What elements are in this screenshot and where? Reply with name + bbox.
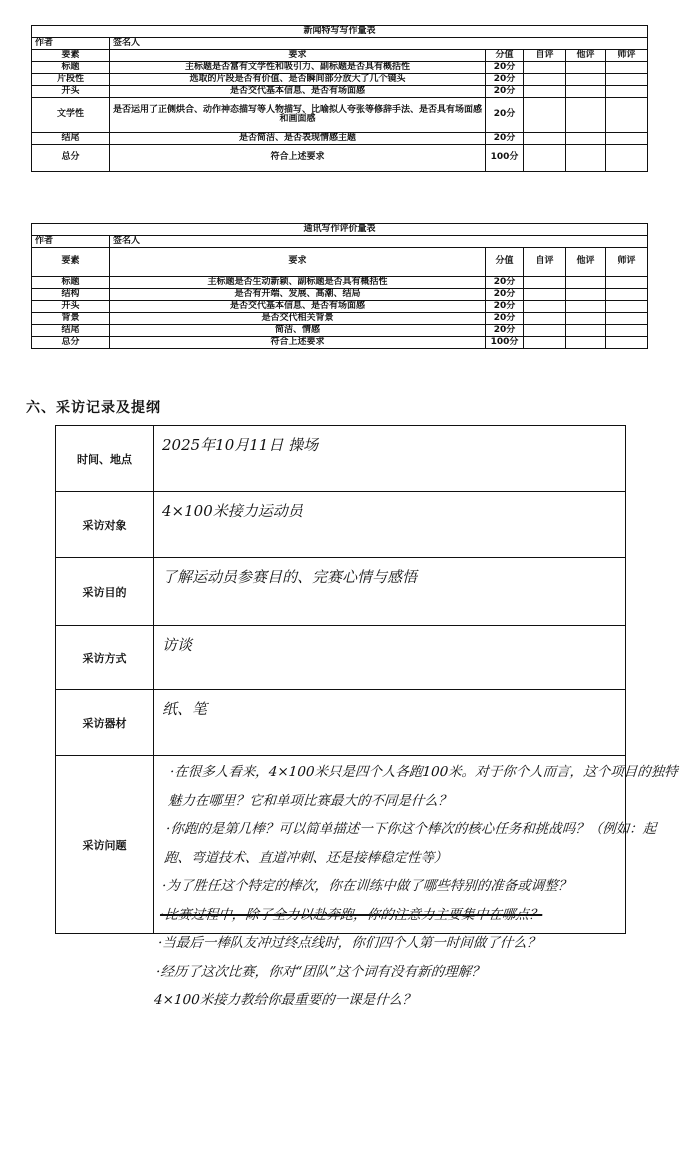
table-title: 新闻特写写作量表 bbox=[32, 26, 648, 38]
row-score: 20分 bbox=[486, 301, 524, 313]
row-element: 背景 bbox=[32, 313, 110, 325]
teacher-score-cell bbox=[606, 62, 648, 74]
question-item: ·比赛过程中，除了全力以赴奔跑，你的注意力主要集中在哪点？ bbox=[159, 906, 543, 923]
time-place-value: 2025年10月11日 操场 bbox=[154, 426, 626, 492]
interview-questions bbox=[153, 758, 686, 1015]
row-element: 结尾 bbox=[32, 133, 110, 145]
peer-score-cell bbox=[566, 313, 606, 325]
self-score-cell bbox=[524, 62, 566, 74]
question-item: ·当最后一棒队友冲过终点线时，你们四个人第一时间做了什么？ bbox=[157, 935, 541, 951]
row-score: 20分 bbox=[486, 313, 524, 325]
peer-score-cell bbox=[566, 325, 606, 337]
self-score-cell bbox=[524, 325, 566, 337]
self-score-cell bbox=[524, 313, 566, 325]
peer-score-cell bbox=[566, 86, 606, 98]
row-element: 开头 bbox=[32, 86, 110, 98]
question-item: ·为了胜任这个特定的棒次，你在训练中做了哪些特别的准备或调整？ bbox=[161, 878, 572, 894]
row-requirement: 是否交代基本信息、是否有场面感 bbox=[110, 86, 486, 98]
row-element: 标题 bbox=[32, 277, 110, 289]
table-title: 通讯写作评价量表 bbox=[32, 224, 648, 236]
teacher-score-cell bbox=[606, 337, 648, 349]
teacher-score-cell bbox=[606, 145, 648, 172]
self-score-cell bbox=[524, 86, 566, 98]
row-requirement: 主标题是否生动新颖、副标题是否具有概括性 bbox=[110, 277, 486, 289]
questions-label: 采访问题 bbox=[56, 756, 154, 934]
peer-score-cell bbox=[566, 145, 606, 172]
method-value: 访谈 bbox=[154, 626, 626, 690]
question-item: ·在很多人看来，4×100米只是四个人各跑100米。对于你个人而言，这个项目的独特魅力在哪里？它和单项比赛最大的不同是什么？ bbox=[167, 764, 679, 809]
self-score-cell bbox=[524, 133, 566, 145]
signer-label: 签名人 bbox=[110, 38, 648, 50]
row-score: 100分 bbox=[486, 337, 524, 349]
question-item: ·经历了这次比赛，你对“团队”这个词有没有新的理解？ bbox=[155, 963, 486, 980]
row-requirement: 是否交代基本信息、是否有场面感 bbox=[110, 301, 486, 313]
row-score: 100分 bbox=[486, 145, 524, 172]
self-score-cell bbox=[524, 301, 566, 313]
header-peer: 他评 bbox=[566, 248, 606, 277]
row-score: 20分 bbox=[486, 133, 524, 145]
peer-score-cell bbox=[566, 289, 606, 301]
teacher-score-cell bbox=[606, 98, 648, 133]
row-score: 20分 bbox=[486, 98, 524, 133]
table-row bbox=[32, 62, 648, 74]
teacher-score-cell bbox=[606, 86, 648, 98]
row-element: 结尾 bbox=[32, 325, 110, 337]
table-row bbox=[32, 86, 648, 98]
signer-label: 签名人 bbox=[110, 236, 648, 248]
peer-score-cell bbox=[566, 301, 606, 313]
teacher-score-cell bbox=[606, 133, 648, 145]
author-label: 作者 bbox=[32, 38, 110, 50]
teacher-score-cell bbox=[606, 277, 648, 289]
table-row bbox=[32, 74, 648, 86]
row-requirement: 符合上述要求 bbox=[110, 145, 486, 172]
row-score: 20分 bbox=[486, 62, 524, 74]
row-score: 20分 bbox=[486, 277, 524, 289]
table-row bbox=[32, 325, 648, 337]
method-label: 采访方式 bbox=[56, 626, 154, 690]
table-row bbox=[32, 289, 648, 301]
header-requirement: 要求 bbox=[110, 248, 486, 277]
news-report-rubric-table bbox=[31, 223, 648, 349]
purpose-label: 采访目的 bbox=[56, 558, 154, 626]
table-row bbox=[32, 277, 648, 289]
row-requirement: 是否有开端、发展、高潮、结局 bbox=[110, 289, 486, 301]
question-item: ·你跑的是第几棒？可以简单描述一下你这个棒次的核心任务和挑战吗？（例如：起跑、弯道技术、直道冲刺、还是接棒稳定性等） bbox=[163, 821, 657, 866]
row-score: 20分 bbox=[486, 289, 524, 301]
teacher-score-cell bbox=[606, 289, 648, 301]
row-element: 开头 bbox=[32, 301, 110, 313]
peer-score-cell bbox=[566, 133, 606, 145]
teacher-score-cell bbox=[606, 313, 648, 325]
header-teacher: 师评 bbox=[606, 50, 648, 62]
equipment-label: 采访器材 bbox=[56, 690, 154, 756]
self-score-cell bbox=[524, 98, 566, 133]
peer-score-cell bbox=[566, 277, 606, 289]
table-row bbox=[32, 145, 648, 172]
header-self: 自评 bbox=[524, 50, 566, 62]
teacher-score-cell bbox=[606, 301, 648, 313]
row-element: 标题 bbox=[32, 62, 110, 74]
teacher-score-cell bbox=[606, 325, 648, 337]
row-requirement: 是否简洁、是否表现情感主题 bbox=[110, 133, 486, 145]
row-requirement: 是否交代相关背景 bbox=[110, 313, 486, 325]
question-item: 4×100米接力教给你最重要的一课是什么？ bbox=[153, 992, 417, 1008]
news-feature-rubric-table bbox=[31, 25, 648, 172]
header-requirement: 要求 bbox=[110, 50, 486, 62]
row-requirement: 符合上述要求 bbox=[110, 337, 486, 349]
table-row bbox=[32, 313, 648, 325]
row-score: 20分 bbox=[486, 325, 524, 337]
row-requirement: 选取的片段是否有价值、是否瞬间部分放大了几个镜头 bbox=[110, 74, 486, 86]
peer-score-cell bbox=[566, 98, 606, 133]
table-row bbox=[32, 133, 648, 145]
header-score: 分值 bbox=[486, 248, 524, 277]
equipment-value: 纸、笔 bbox=[154, 690, 626, 756]
header-peer: 他评 bbox=[566, 50, 606, 62]
header-teacher: 师评 bbox=[606, 248, 648, 277]
row-requirement: 主标题是否富有文学性和吸引力、副标题是否具有概括性 bbox=[110, 62, 486, 74]
header-self: 自评 bbox=[524, 248, 566, 277]
row-requirement: 是否运用了正侧烘合、动作神态描写等人物描写、比喻拟人夸张等修辞手法、是否具有场面感和画面感 bbox=[110, 98, 486, 133]
peer-score-cell bbox=[566, 74, 606, 86]
subject-value: 4×100米接力运动员 bbox=[154, 492, 626, 558]
time-place-label: 时间、地点 bbox=[56, 426, 154, 492]
header-element: 要素 bbox=[32, 248, 110, 277]
row-element: 片段性 bbox=[32, 74, 110, 86]
row-element: 总分 bbox=[32, 145, 110, 172]
peer-score-cell bbox=[566, 337, 606, 349]
table-row bbox=[32, 98, 648, 133]
header-element: 要素 bbox=[32, 50, 110, 62]
table-row bbox=[32, 301, 648, 313]
purpose-value: 了解运动员参赛目的、完赛心情与感悟 bbox=[154, 558, 626, 626]
table-row bbox=[32, 337, 648, 349]
peer-score-cell bbox=[566, 62, 606, 74]
header-score: 分值 bbox=[486, 50, 524, 62]
row-element: 文学性 bbox=[32, 98, 110, 133]
row-score: 20分 bbox=[486, 86, 524, 98]
row-score: 20分 bbox=[486, 74, 524, 86]
self-score-cell bbox=[524, 74, 566, 86]
section-heading: 六、采访记录及提纲 bbox=[26, 400, 161, 416]
self-score-cell bbox=[524, 289, 566, 301]
subject-label: 采访对象 bbox=[56, 492, 154, 558]
row-element: 总分 bbox=[32, 337, 110, 349]
self-score-cell bbox=[524, 337, 566, 349]
row-requirement: 简洁、情感 bbox=[110, 325, 486, 337]
self-score-cell bbox=[524, 145, 566, 172]
teacher-score-cell bbox=[606, 74, 648, 86]
author-label: 作者 bbox=[32, 236, 110, 248]
self-score-cell bbox=[524, 277, 566, 289]
row-element: 结构 bbox=[32, 289, 110, 301]
